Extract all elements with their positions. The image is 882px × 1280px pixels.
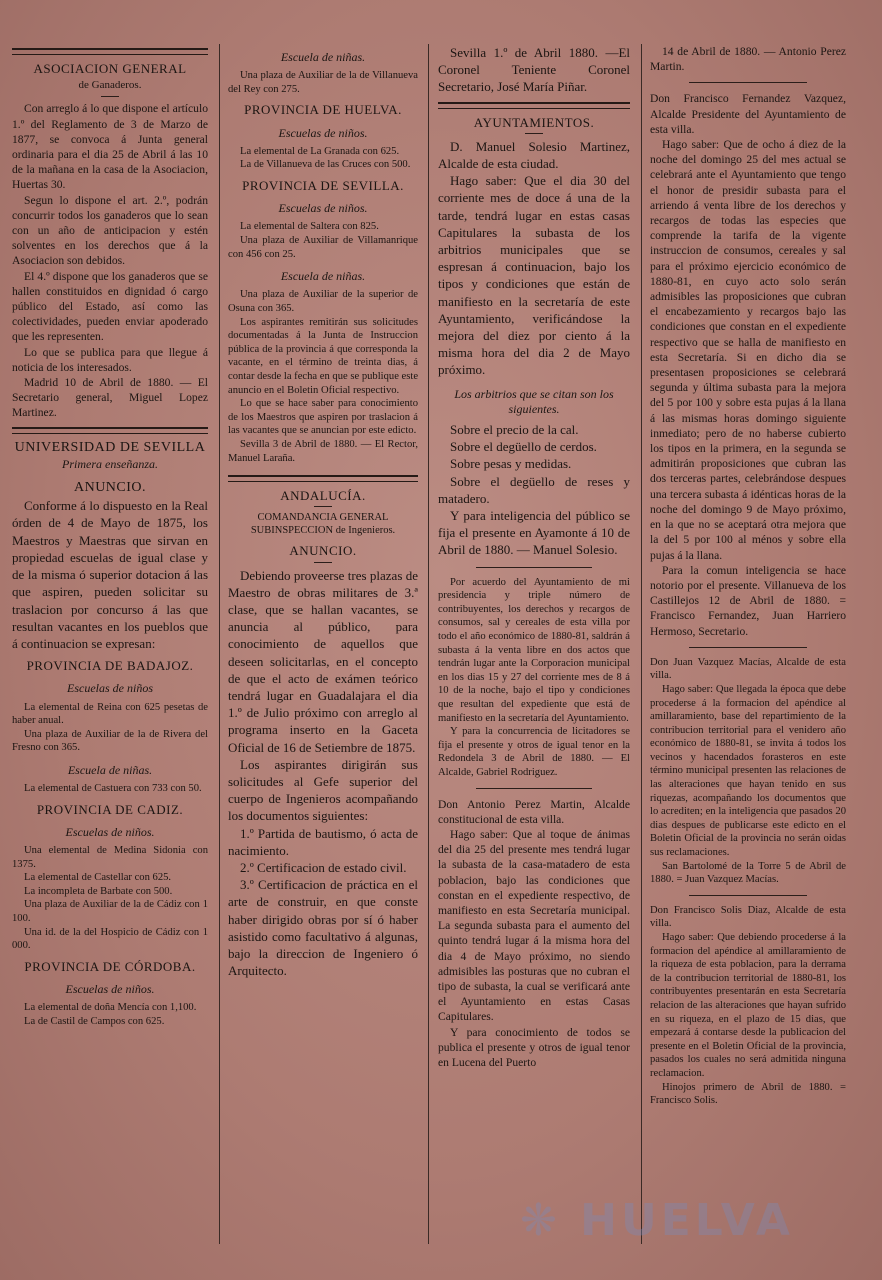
column-1	[12, 44, 208, 1240]
paragraph: Con arreglo á lo que dispone el artículo 1.º del Reglamento de 3 de Marzo de 1877, se convoca á Junta general ordinaria para el dia 25 de Abril á las 10 de la mañana en la casa de la Asociacion, Huertas 30.	[12, 102, 208, 192]
paragraph: 2.º Certificacion de estado civil.	[240, 859, 407, 875]
paragraph: 1.º Partida de bautismo, ó acta de nacimiento.	[228, 825, 418, 858]
paragraph: Don Francisco Solis Diaz, Alcalde de esta villa.	[650, 904, 846, 930]
paragraph: Una plaza de Auxiliar de Villamanrique con 456 con 25.	[228, 234, 418, 260]
heading-sevilla: PROVINCIA DE SEVILLA.	[242, 177, 404, 193]
paragraph: El 4.º dispone que los ganaderos que se hallen constituidos en dignidad ó cargo público del Estado, así como las colectividades, pueden enviar apoderado que les representen.	[12, 269, 208, 344]
paragraph: Lo que se hace saber para conocimiento de los Maestros que aspiren por traslacion á las vacantes que se anuncian por este edicto.	[228, 398, 418, 437]
column-divider	[219, 44, 220, 1244]
short-rule	[525, 133, 543, 134]
paragraph: Por acuerdo del Ayuntamiento de mi presidencia y triple número de contribuyentes, los derechos y recargos de consumos, sal y cereales de esta villa por todo el año económico de 1880-81, saldrán á subasta á la venta libre en dos actos que tendrán lugar ante la Corporacion municipal en los dias 15 y 27 del corriente mes de 8 á 10 de la noche, bajo el tipo y condiciones que resultan del expediente que está de manifiesto en la secretaría del Ayuntamiento.	[438, 576, 630, 724]
section-rule	[476, 788, 591, 789]
paragraph: Don Antonio Perez Martin, Alcalde constitucional de esta villa.	[438, 797, 630, 826]
section-rule	[689, 647, 807, 648]
paragraph: Segun lo dispone el art. 2.º, podrán concurrir todos los ganaderos que lo sean con un año de anticipacion y estén solventes en los derechos que á la Asociacion son debidos.	[12, 193, 208, 268]
subheading: Escuela de niñas.	[280, 269, 366, 284]
list-item: Sobre el degüello de cerdos.	[450, 439, 597, 455]
subheading: Escuelas de niños.	[278, 125, 368, 140]
paragraph: La elemental de La Granada con 625.	[240, 145, 400, 157]
subheading: de Ganaderos.	[78, 79, 142, 92]
signature: Sevilla 1.º de Abril 1880. —El Coronel Teniente Coronel Secretario, José María Piñar.	[438, 45, 630, 95]
double-rule	[12, 48, 208, 55]
signature: Madrid 10 de Abril de 1880. — El Secretario general, Miguel Lopez Martinez.	[12, 376, 208, 420]
paragraph: La elemental de Castellar con 625.	[24, 872, 172, 884]
column-divider	[428, 44, 429, 1244]
paragraph: Conforme á lo dispuesto en la Real órden de 4 de Mayo de 1875, los Maestros y Maestras que sirvan en propiedad escuelas de igual clase y de la misma ó superior dotacion á las que aspiren, pueden solicitar su traslacion por concurso á las que resultan vacantes en los pueblos que á continuacion se expresan:	[12, 498, 208, 651]
paragraph: Hago saber: Que llegada la época que debe procederse á la formacion del apéndice al amillaramiento, base del repartimiento de la contribucion territorial para el venidero año económico de 1880-81, se invita á todos los vecinos y hacendados forasteros en este término municipal presenten las relaciones de las alteraciones que hayan tenido en sus riquezas, acompañando los documentos que lo acrediten; en la inteligencia que pasados 20 dias despues de publicarse este edicto en el Boletin Oficial de la provincia no serán oidas sus reclamaciones.	[650, 683, 846, 859]
subheading: Escuela de niñas.	[280, 50, 366, 64]
section-rule	[476, 567, 591, 568]
watermark-logo: ❋ HUELVA	[520, 1195, 794, 1246]
list-item: Sobre el degüello de reses y matadero.	[438, 473, 630, 506]
heading-anuncio: ANUNCIO.	[289, 543, 357, 559]
paragraph: La elemental de Castuera con 733 con 50.	[24, 783, 202, 795]
heading-cordoba: PROVINCIA DE CÓRDOBA.	[24, 958, 196, 974]
heading-asociacion: ASOCIACION GENERAL	[33, 61, 187, 76]
paragraph: Lo que se publica para que llegue á noticia de los interesados.	[12, 345, 208, 374]
column-divider	[641, 44, 642, 1244]
paragraph: Hago saber: Que el dia 30 del corriente mes de doce á una de la tarde, tendrá lugar en estas casas Capitulares la subasta de los arbitrios municipales que se espresan á continuacion, bajo los tipos y condiciones que están de manifiesto en la secretaría de este Ayuntamiento, verificándose la mejora del diez por ciento á la misma hora del dia 2 de Mayo próximo.	[438, 173, 630, 378]
signature: 14 de Abril de 1880. — Antonio Perez Martin.	[650, 45, 846, 74]
paragraph: Una id. de la del Hospicio de Cádiz con 1 000.	[12, 926, 208, 952]
column-2	[228, 44, 418, 1240]
paragraph: Hago saber: Que al toque de ánimas del dia 25 del presente mes tendrá lugar la subasta de la casa-matadero de esta poblacion, bajo las condiciones que constan en el expediente respectivo, de manifiesto en esta Secretaría municipal. La segunda subasta para el aumento del quinto tendrá lugar á la misma hora del dia 4 de Mayo próximo, no siendo admisibles las posturas que no cubran el tipo de subasta, la cual se verificará ante el Ayuntamiento en estas Casas Capitulares.	[438, 828, 630, 1024]
short-rule	[101, 96, 119, 97]
signature: San Bartolomé de la Torre 5 de Abril de 1880. = Juan Vazquez Macías.	[650, 860, 846, 886]
paragraph: Una plaza de Auxiliar de la superior de Osuna con 365.	[228, 289, 418, 314]
paragraph: La de Castil de Campos con 625.	[24, 1015, 165, 1027]
short-rule	[314, 506, 332, 507]
list-item: Sobre el precio de la cal.	[450, 422, 579, 438]
heading-ayuntamientos: AYUNTAMIENTOS.	[473, 114, 595, 130]
double-rule	[438, 102, 630, 109]
paragraph: Los aspirantes remitirán sus solicitudes documentadas á la Junta de Instruccion pública de la provincia á que corresponda la vacante, en el término de treinta dias, á contar desde la fecha en que se publique este anuncio en el Boletin Oficial respectivo.	[228, 316, 419, 396]
double-rule	[12, 427, 208, 434]
paragraph: Una plaza de Auxiliar de la de Rivera del Fresno con 365.	[12, 728, 208, 754]
paragraph: La incompleta de Barbate con 500.	[24, 885, 173, 897]
subheading: Primera enseñanza.	[62, 456, 158, 471]
heading-cadiz: PROVINCIA DE CADIZ.	[36, 801, 184, 817]
subheading: Escuelas de niños	[67, 681, 153, 696]
paragraph: La elemental de doña Mencía con 1,100.	[24, 1002, 197, 1014]
signature: Sevilla 3 de Abril de 1880. — El Rector, Manuel Laraña.	[228, 438, 418, 464]
paragraph: Don Juan Vazquez Macías, Alcalde de esta villa.	[650, 656, 846, 682]
paragraph: Don Francisco Fernandez Vazquez, Alcalde Presidente del Ayuntamiento de esta villa.	[650, 92, 846, 136]
list-item: Sobre pesas y medidas.	[450, 456, 572, 472]
paragraph: 3.º Certificacion de práctica en el arte de construir, en que conste haber dirigido obras por sí ó haber asistido como facultativo á algunas, bajo la direccion de Ingeniero ó Arquitecto.	[228, 877, 418, 979]
short-rule	[314, 562, 332, 563]
subheading: Los arbitrios que se citan son los siguientes.	[454, 386, 614, 416]
heading-badajoz: PROVINCIA DE BADAJOZ.	[26, 658, 194, 674]
heading-universidad: UNIVERSIDAD DE SEVILLA	[14, 439, 206, 455]
column-3	[438, 44, 630, 1240]
subheading: Escuela de niñas.	[67, 762, 153, 777]
paragraph: Y para inteligencia del público se fija el presente en Ayamonte á 10 de Abril de 1880. — Manuel Solesio.	[438, 508, 630, 558]
paragraph: Para la comun inteligencia se hace notorio por el presente. Villanueva de los Castillejos 12 de Abril de 1880. = Francisco Fernandez, Juan Harriero Hermoso, Secretario.	[650, 563, 846, 638]
section-rule	[689, 82, 807, 83]
subheading: Escuelas de niños.	[65, 824, 155, 839]
paragraph: Una plaza de Auxiliar de la de Cádiz con 1 100.	[12, 899, 208, 925]
paragraph: La elemental de Saltera con 825.	[240, 221, 379, 233]
paragraph: Hago saber: Que de ocho á diez de la noche del domingo 25 del mes actual se celebrará ante el Ayuntamiento que tengo el honor de presidir subasta para el arriendo á venta libre de los derechos y recargos de todas las especies que comprende la tarifa de la vigente instruccion de consumos, cereales y sal para el próximo ejercicio económico de 1880-81, en cuyo acto solo serán admisibles las proposiciones que cubran el encabezamiento y recargos bajo las condiciones que constan en el expediente respectivo que se halla de manifiesto en esta Secretaría. Si en dicho dia se presentasen proposiciones se celebrará segunda y última subasta para la mejora del 5 por 100 y sobre esta pujas á la llana á las mismas horas domingo siguiente inmediato; pero de no haberse cubierto los tipos en la primera, en la segunda se admitirán proposiciones que cubran las dos terceras partes, celebrándose despues una tercera subasta á idénticas horas de la noche del domingo 9 de Mayo próximo, en la que no se aceptará otra mejora que la del 5 por 100 al ménos y sobre ella pujas á la llana.	[650, 138, 846, 562]
paragraph: Los aspirantes dirigirán sus solicitudes al Gefe superior del cuerpo de Ingenieros acompañando los documentos siguientes:	[228, 756, 418, 824]
paragraph: La elemental de Reina con 625 pesetas de haber anual.	[12, 701, 208, 727]
heading-huelva: PROVINCIA DE HUELVA.	[244, 102, 402, 118]
paragraph: Debiendo proveerse tres plazas de Maestro de obras militares de 3.ª clase, que se hallan vacantes, se anuncia al público, para conocimiento de aquellos que deseen solicitarlas, en el concepto de que el acto de exámen teórico tendrá lugar en Guadalajara el dia 1.º de Julio próximo con arreglo al programa inserto en la Gaceta Oficial de 16 de Setiembre de 1875.	[228, 567, 418, 755]
column-4	[650, 44, 846, 1240]
paragraph: D. Manuel Solesio Martinez, Alcalde de esta ciudad.	[438, 138, 630, 172]
section-rule	[689, 895, 807, 896]
heading-anuncio: ANUNCIO.	[73, 480, 147, 496]
subheading: Escuelas de niños.	[65, 982, 155, 997]
paragraph: Y para la concurrencia de licitadores se fija el presente y otros de igual tenor en la Redondela 3 de Abril de 1880. — El Alcalde, Gabriel Rodriguez.	[438, 726, 630, 778]
subheading: COMANDANCIA GENERAL SUBINSPECCION de Ingenieros.	[250, 512, 396, 537]
subheading: Escuelas de niños.	[278, 201, 368, 216]
heading-andalucia: ANDALUCÍA.	[280, 488, 366, 504]
double-rule	[228, 475, 418, 482]
paragraph: Y para conocimiento de todos se publica el presente y otros de igual tenor en Lucena del Puerto	[438, 1025, 630, 1070]
paragraph: Hago saber: Que debiendo procederse á la formacion del apéndice al amillaramiento de la riqueza de esta poblacion, para la derrama de la contribucion territorial de 1880-81, los contribuyentes presentarán en esta Secretaría relacion de las alteraciones que hayan sufrido en su riqueza, en el plazo de 15 dias, que empezará á contarse desde la publicacion del presente en el Boletin Oficial de la provincia, pasados los cuales no será admitida ninguna reclamacion.	[650, 932, 846, 1079]
paragraph: Una elemental de Medina Sidonia con 1375.	[12, 845, 208, 870]
signature: Hinojos primero de Abril de 1880. = Francisco Solis.	[650, 1081, 846, 1107]
paragraph: Una plaza de Auxiliar de la de Villanueva del Rey con 275.	[228, 70, 418, 95]
paragraph: La de Villanueva de las Cruces con 500.	[240, 159, 411, 171]
